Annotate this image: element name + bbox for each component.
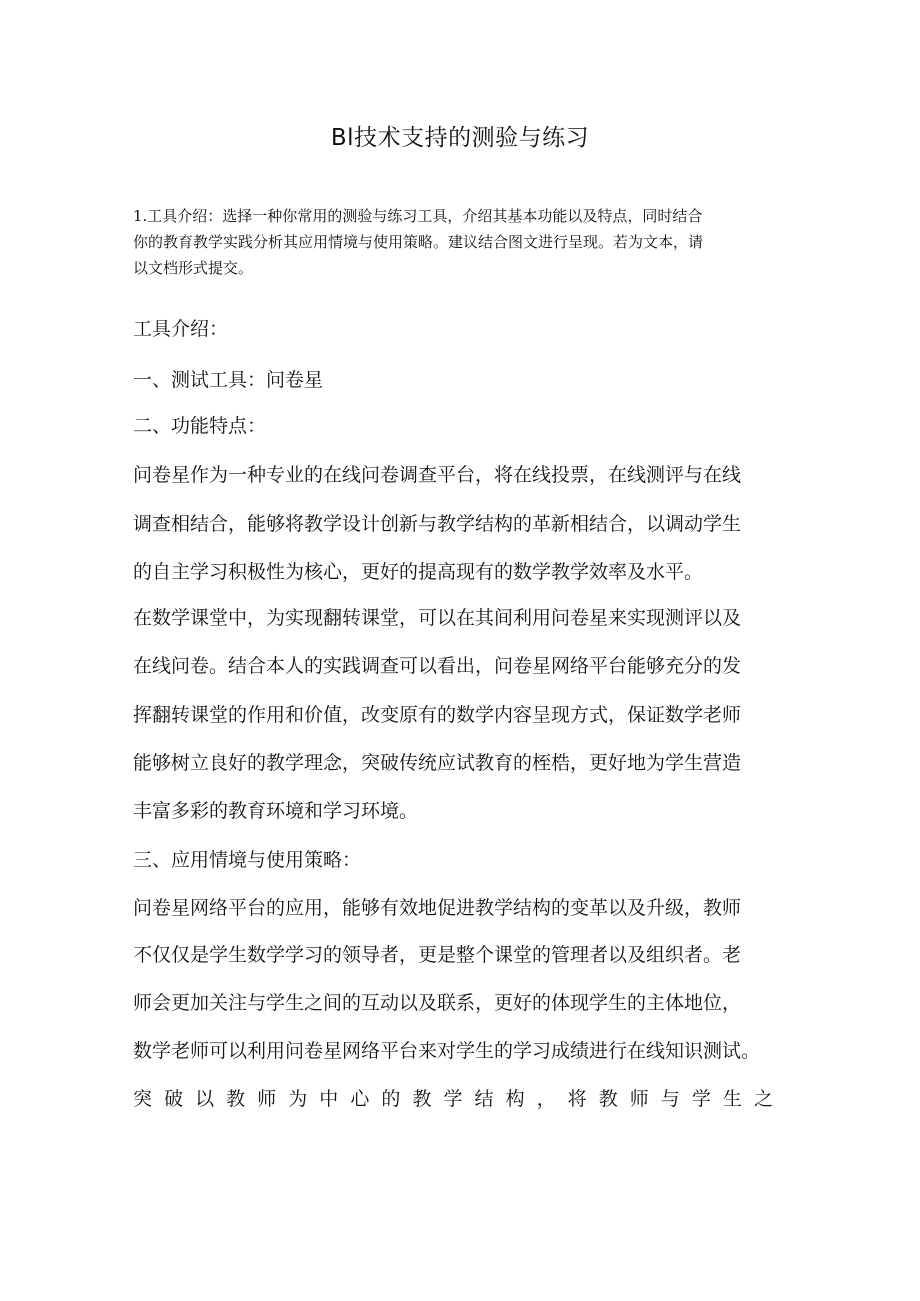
assignment-prompt bbox=[133, 203, 793, 281]
justified-char: 教 bbox=[412, 1088, 432, 1110]
document-title: Bl技术支持的测验与练习 bbox=[330, 125, 590, 151]
justified-char: 心 bbox=[350, 1088, 370, 1110]
paragraph-line: 在线问卷。结合本人的实践调查可以看出，问卷星网络平台能够充分的发 bbox=[133, 655, 742, 677]
heading-test-tool: 一、测试工具：问卷星 bbox=[133, 369, 324, 391]
justified-char: 师 bbox=[257, 1088, 277, 1110]
justified-char: 师 bbox=[629, 1088, 649, 1110]
paragraph-line: 调查相结合，能够将教学设计创新与教学结构的革新相结合，以调动学生 bbox=[133, 513, 742, 535]
paragraph-line: 问卷星作为一种专业的在线问卷调查平台，将在线投票，在线测评与在线 bbox=[133, 464, 742, 486]
justified-char: 为 bbox=[288, 1088, 308, 1110]
paragraph-line: 丰富多彩的教育环境和学习环境。 bbox=[133, 800, 419, 822]
justified-char: 将 bbox=[567, 1088, 587, 1110]
prompt-line: 你的教育教学实践分析其应用情境与使用策略。建议结合图文进行呈现。若为文本，请 bbox=[133, 233, 704, 251]
paragraph-line: 问卷星网络平台的应用，能够有效地促进教学结构的变革以及升级，教师 bbox=[133, 897, 742, 919]
justified-char: 教 bbox=[598, 1088, 618, 1110]
paragraph-line: 数学老师可以利用问卷星网络平台来对学生的学习成绩进行在线知识测试。 bbox=[133, 1040, 761, 1062]
justified-char: 与 bbox=[660, 1088, 680, 1110]
paragraph-line: 在数学课堂中，为实现翻转课堂，可以在其间利用问卷星来实现测评以及 bbox=[133, 607, 742, 629]
justified-char: 教 bbox=[226, 1088, 246, 1110]
justified-char: 的 bbox=[381, 1088, 401, 1110]
justified-char: 结 bbox=[474, 1088, 494, 1110]
justified-char: 生 bbox=[722, 1088, 742, 1110]
paragraph-line: 挥翻转课堂的作用和价值，改变原有的数学内容呈现方式，保证数学老师 bbox=[133, 704, 742, 726]
paragraph-line: 的自主学习积极性为核心，更好的提高现有的数学教学效率及水平。 bbox=[133, 561, 704, 583]
prompt-line: 以文档形式提交。 bbox=[133, 259, 254, 277]
justified-char: 破 bbox=[164, 1088, 184, 1110]
justified-char: ， bbox=[536, 1088, 556, 1110]
paragraph-line: 师会更加关注与学生之间的互动以及联系，更好的体现学生的主体地位， bbox=[133, 992, 742, 1014]
heading-application: 三、应用情境与使用策略： bbox=[133, 849, 362, 871]
prompt-line: 1.工具介绍：选择一种你常用的测验与练习工具，介绍其基本功能以及特点，同时结合 bbox=[133, 207, 703, 225]
justified-char: 构 bbox=[505, 1088, 525, 1110]
heading-features: 二、功能特点： bbox=[133, 415, 267, 437]
justified-char: 学 bbox=[691, 1088, 711, 1110]
justified-char: 突 bbox=[133, 1088, 153, 1110]
paragraph-line-justified bbox=[133, 1085, 773, 1113]
paragraph-line: 不仅仅是学生数学学习的领导者，更是整个课堂的管理者以及组织者。老 bbox=[133, 944, 742, 966]
section-label-tool-intro: 工具介绍： bbox=[133, 318, 229, 340]
justified-char: 以 bbox=[195, 1088, 215, 1110]
paragraph-line: 能够树立良好的教学理念，突破传统应试教育的桎梏，更好地为学生营造 bbox=[133, 752, 742, 774]
justified-char: 学 bbox=[443, 1088, 463, 1110]
justified-char: 中 bbox=[319, 1088, 339, 1110]
justified-char: 之 bbox=[753, 1088, 773, 1110]
